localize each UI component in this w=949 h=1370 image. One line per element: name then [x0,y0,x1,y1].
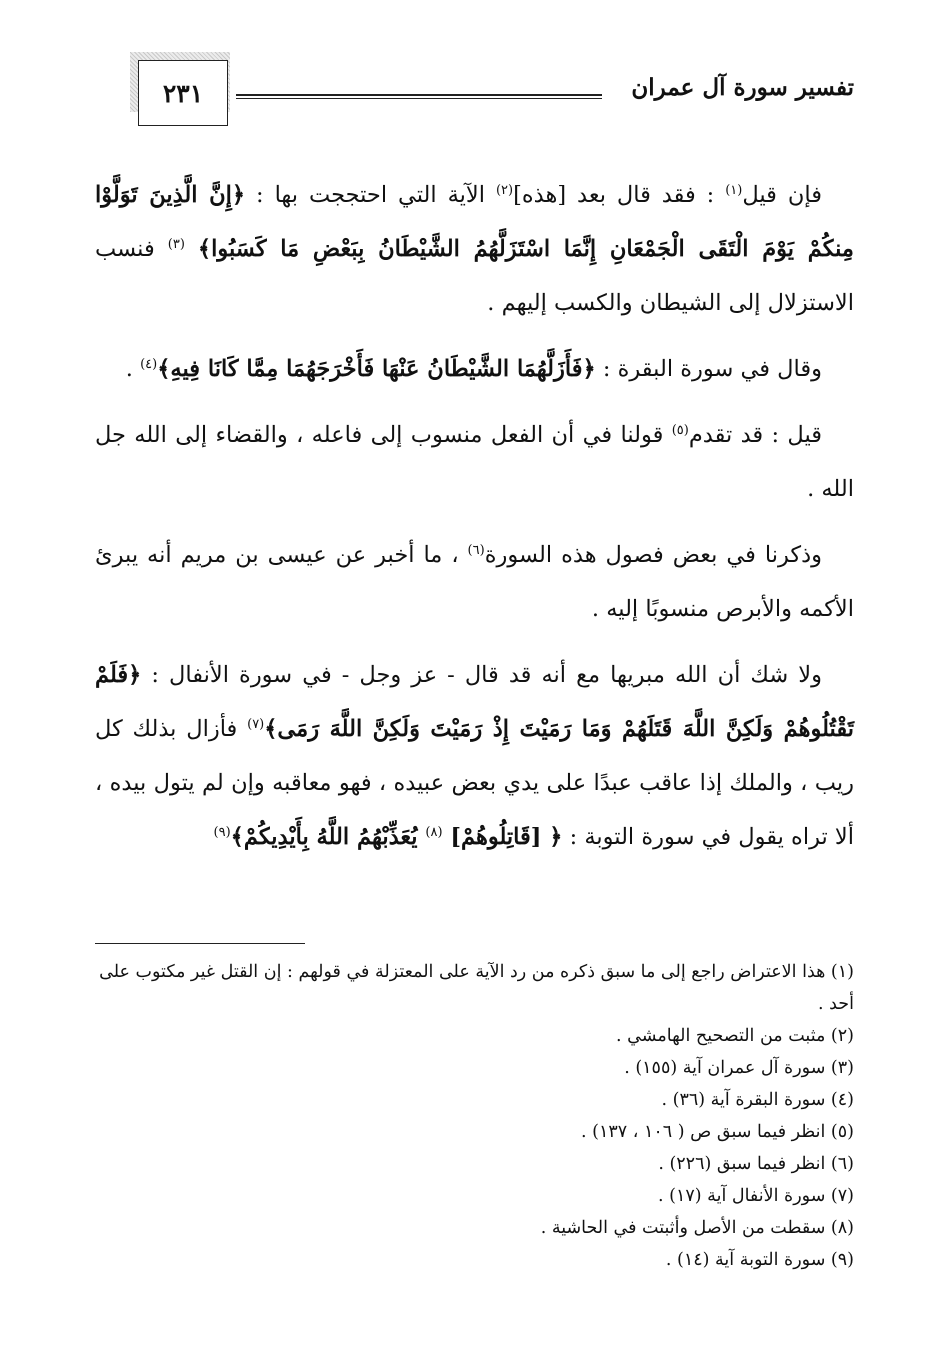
paragraph [95,528,854,636]
footnote-ref: (٤) [140,357,158,372]
header-rule [236,94,602,99]
footnote: (٦) انظر فيما سبق (٢٢٦) . [658,1154,854,1174]
footnote-ref: (٥) [671,423,689,438]
text-run: الآية التي احتججت بها : [245,182,496,208]
footnote-ref: (٢) [495,183,514,198]
text-run: قيل : قد تقدم [688,422,822,448]
paragraph [95,408,854,516]
text-run: قولنا في أن الفعل منسوب إلى فاعله ، والقضاء إلى الله جل الله . [95,422,854,502]
text-run: فإن قيل [742,182,822,208]
text-run: فنسب الاستزلال إلى الشيطان والكسب إليهم . [95,236,854,316]
footnote-ref: (٦) [467,543,485,558]
text-run: ، ما أخبر عن عيسى بن مريم أنه يبرئ الأكمه والأبرص منسوبًا إليه . [95,542,854,622]
footnote: (٨) سقطت من الأصل وأثبتت في الحاشية . [540,1218,854,1238]
text-run: ولا شك أن الله مبريها مع أنه قد قال - عز وجل - في سورة الأنفال : [141,662,822,688]
footnote: (٩) سورة التوبة آية (١٤) . [665,1250,854,1270]
text-run: : فقد قال بعد [هذه] [513,182,726,208]
paragraph [95,648,854,864]
text-run [185,236,198,262]
footnote: (٤) سورة البقرة آية (٣٦) . [661,1090,854,1110]
page-number-frame [130,52,230,112]
footnote: (٣) سورة آل عمران آية (١٥٥) . [624,1058,854,1078]
footnote-rule [95,943,305,944]
quran-verse: ﴿فَأَزَلَّهُمَا الشَّيْطَانُ عَنْهَا فَأَخْرَجَهُمَا مِمَّا كَانَا فِيهِ﴾ [157,356,596,382]
footnote: (١) هذا الاعتراض راجع إلى ما سبق ذكره من رد الآية على المعتزلة في قولهم : إن القتل غير مكتوب على أحد . [99,962,854,1014]
text-run: . [125,356,141,382]
paragraph [95,342,854,396]
footnote: (٢) مثبت من التصحيح الهامشي . [616,1026,854,1046]
footnote: (٥) انظر فيما سبق ص ( ١٠٦ ، ١٣٧) . [581,1122,854,1142]
text-run: فأزال بذلك كل ريب ، والملك إذا عاقب عبدًا على يدي بعض عبيده ، فهو معاقبه وإن لم يتول بيده ، ألا تراه يقول في سورة التوبة : [95,716,854,850]
quran-verse: ﴿إِنَّ الَّذِينَ تَوَلَّوْا مِنكُمْ يَوْمَ الْتَقَى الْجَمْعَانِ إِنَّمَا اسْتَزَلَّهُمُ الشَّيْطَانُ بِبَعْضِ مَا كَسَبُوا﴾ [95,182,854,262]
running-title: تفسير سورة آل عمران [631,74,854,101]
footnote-ref: (٧) [247,717,265,732]
page-number: ٢٣١ [138,60,228,126]
text-run: وقال في سورة البقرة : [595,356,822,382]
quran-verse: ﴿فَلَمْ تَقْتُلُوهُمْ وَلَكِنَّ اللَّهَ قَتَلَهُمْ وَمَا رَمَيْتَ إِذْ رَمَيْتَ وَلَكِنَّ اللَّهَ رَمَى﴾ [95,662,854,742]
quran-verse: يُعَذِّبْهُمُ اللَّهُ بِأَيْدِيكُمْ﴾ [230,824,426,850]
paragraph [95,168,854,330]
main-text [95,168,854,876]
text-run: وذكرنا في بعض فصول هذه السورة [484,542,822,568]
footnote-ref: (٩) [213,825,231,840]
footnote-ref: (١) [725,183,743,198]
footnote-ref: (٨) [425,825,443,840]
footnote-ref: (٣) [167,237,185,252]
quran-verse: ﴿ [قَاتِلُوهُمْ] [442,824,563,850]
footnotes-list [95,956,854,1276]
footnote: (٧) سورة الأنفال آية (١٧) . [658,1186,854,1206]
